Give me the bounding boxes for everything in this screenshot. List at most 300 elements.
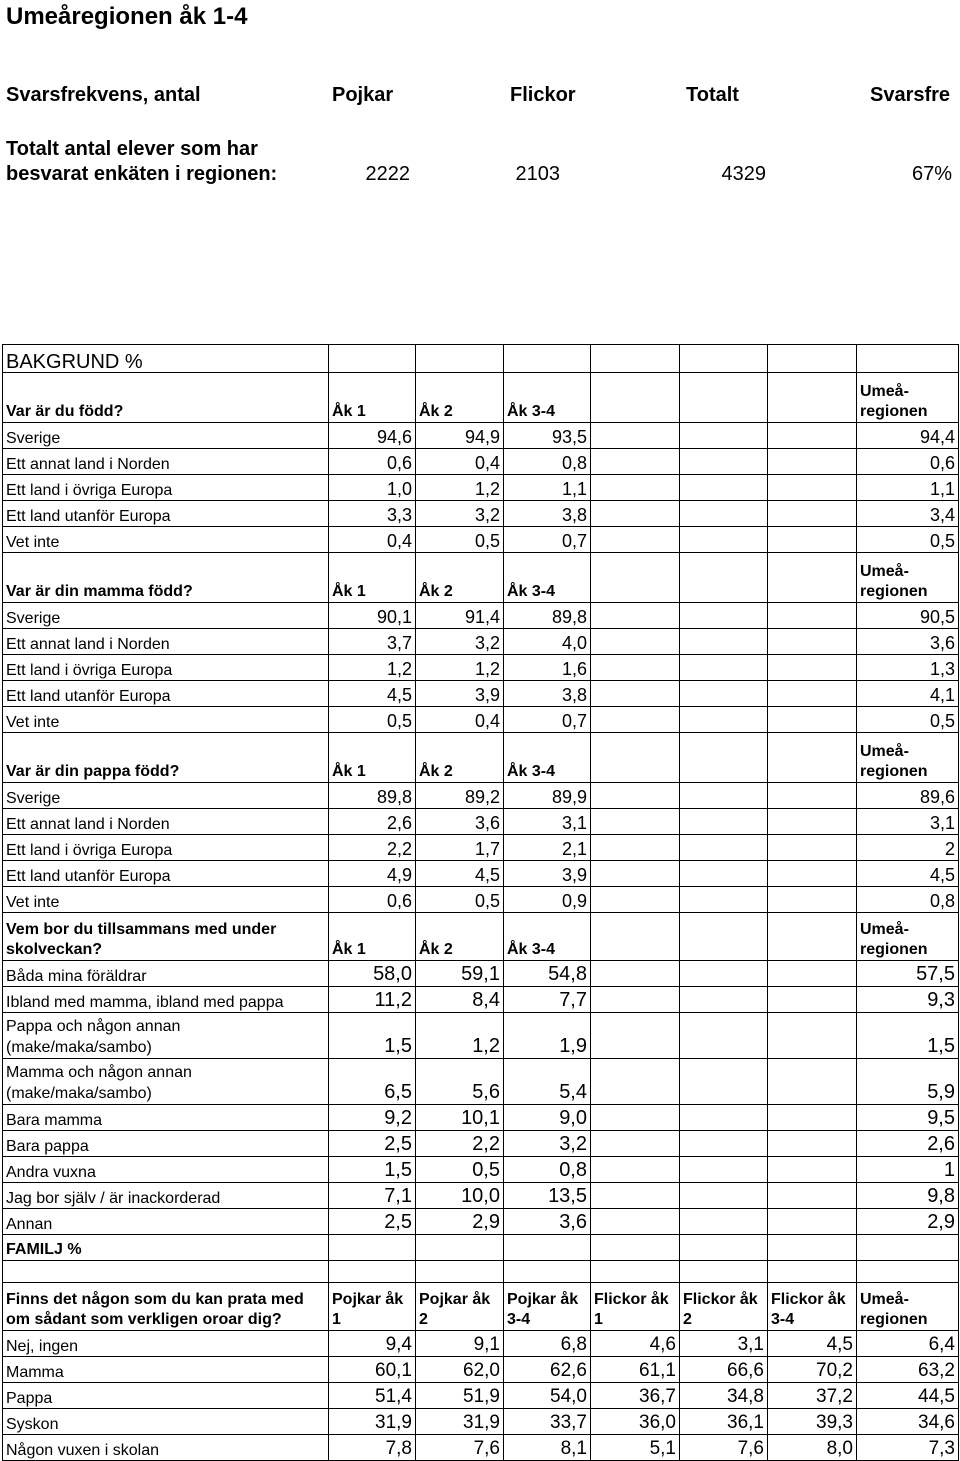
response-header-total: Totalt — [686, 84, 739, 106]
question-line2: skolveckan? — [6, 941, 103, 958]
empty-cell — [504, 345, 591, 373]
empty-cell — [768, 1235, 857, 1261]
familj-row-label: Pappa — [3, 1383, 329, 1409]
value-cell: 1,1 — [504, 475, 591, 501]
row-label: Vet inte — [3, 527, 329, 553]
value-cell: 0,4 — [416, 707, 504, 733]
region-line1: Umeå- — [860, 383, 909, 400]
empty-cell — [768, 1131, 857, 1157]
familj-value-cell: 36,1 — [680, 1409, 768, 1435]
table-row — [3, 913, 959, 961]
table-row — [3, 1409, 959, 1435]
col-header-ak1: Åk 1 — [329, 733, 416, 783]
empty-cell — [768, 345, 857, 373]
row-label: Vet inte — [3, 887, 329, 913]
familj-value-cell: 7,8 — [329, 1435, 416, 1461]
value-cell: 3,8 — [504, 681, 591, 707]
col-header-ak1: Åk 1 — [329, 553, 416, 603]
familj-value-cell: 31,9 — [416, 1409, 504, 1435]
col-header-ak34: Åk 3-4 — [504, 373, 591, 423]
familj-value-cell: 7,6 — [680, 1435, 768, 1461]
familj-value-cell: 39,3 — [768, 1409, 857, 1435]
section-heading-bakgrund: BAKGRUND % — [3, 345, 329, 373]
empty-cell — [3, 1261, 329, 1283]
familj-col-header — [768, 1283, 857, 1331]
value-cell: 59,1 — [416, 961, 504, 987]
value-cell-region: 94,4 — [857, 423, 959, 449]
familj-value-cell: 8,1 — [504, 1435, 591, 1461]
familj-value-cell: 62,6 — [504, 1357, 591, 1383]
empty-cell — [591, 733, 680, 783]
empty-cell — [680, 733, 768, 783]
value-cell-region: 5,9 — [857, 1059, 959, 1105]
table-row — [3, 1131, 959, 1157]
value-cell-region: 2 — [857, 835, 959, 861]
value-cell-region: 2,6 — [857, 1131, 959, 1157]
familj-col-header-line2: 2 — [683, 1311, 692, 1328]
value-cell: 1,0 — [329, 475, 416, 501]
table-row — [3, 1059, 959, 1105]
familj-value-cell: 37,2 — [768, 1383, 857, 1409]
familj-value-cell: 9,1 — [416, 1331, 504, 1357]
empty-cell — [768, 655, 857, 681]
familj-value-cell: 44,5 — [857, 1383, 959, 1409]
value-cell: 3,2 — [416, 501, 504, 527]
value-cell: 3,9 — [504, 861, 591, 887]
total-boys: 2222 — [365, 163, 410, 185]
familj-value-cell: 6,4 — [857, 1331, 959, 1357]
table-row — [3, 835, 959, 861]
region-line2: regionen — [860, 583, 928, 600]
row-label: Sverige — [3, 423, 329, 449]
empty-cell — [591, 1261, 680, 1283]
col-header-ak34: Åk 3-4 — [504, 913, 591, 961]
empty-cell — [768, 1013, 857, 1059]
value-cell-region: 4,1 — [857, 681, 959, 707]
value-cell: 3,1 — [504, 809, 591, 835]
empty-cell — [680, 809, 768, 835]
empty-cell — [680, 887, 768, 913]
empty-cell — [591, 1105, 680, 1131]
value-cell: 4,5 — [416, 861, 504, 887]
table-row — [3, 1235, 959, 1261]
value-cell: 89,2 — [416, 783, 504, 809]
value-cell-region: 1,5 — [857, 1013, 959, 1059]
empty-cell — [768, 809, 857, 835]
familj-col-header-line2: 3-4 — [771, 1311, 795, 1328]
empty-cell — [591, 707, 680, 733]
table-row — [3, 783, 959, 809]
empty-cell — [768, 1183, 857, 1209]
value-cell: 1,2 — [416, 475, 504, 501]
empty-cell — [857, 1261, 959, 1283]
familj-value-cell: 51,4 — [329, 1383, 416, 1409]
empty-cell — [591, 603, 680, 629]
empty-cell — [680, 1235, 768, 1261]
familj-col-header-line2: 3-4 — [507, 1311, 531, 1328]
row-label: Sverige — [3, 603, 329, 629]
table-row — [3, 1357, 959, 1383]
empty-cell — [591, 1209, 680, 1235]
table-row — [3, 961, 959, 987]
empty-cell — [768, 501, 857, 527]
table-row — [3, 887, 959, 913]
value-cell-region: 9,8 — [857, 1183, 959, 1209]
value-cell: 1,9 — [504, 1013, 591, 1059]
empty-cell — [680, 423, 768, 449]
empty-cell — [857, 1235, 959, 1261]
empty-cell — [768, 527, 857, 553]
familj-col-header — [857, 1283, 959, 1331]
empty-cell — [591, 1157, 680, 1183]
familj-value-cell: 4,5 — [768, 1331, 857, 1357]
total-all: 4329 — [721, 163, 766, 185]
region-line2: regionen — [860, 941, 928, 958]
empty-cell — [591, 913, 680, 961]
row-label-line2: (make/maka/sambo) — [6, 1085, 152, 1102]
value-cell: 9,0 — [504, 1105, 591, 1131]
response-header-girls: Flickor — [510, 84, 576, 106]
row-label: Ett annat land i Norden — [3, 629, 329, 655]
table-row — [3, 707, 959, 733]
value-cell: 2,2 — [329, 835, 416, 861]
value-cell-region: 1,3 — [857, 655, 959, 681]
familj-value-cell: 63,2 — [857, 1357, 959, 1383]
empty-cell — [591, 861, 680, 887]
empty-cell — [857, 345, 959, 373]
question-line1: Vem bor du tillsammans med under — [6, 921, 277, 938]
value-cell-region: 57,5 — [857, 961, 959, 987]
value-cell: 2,5 — [329, 1131, 416, 1157]
question-cell: Var är din pappa född? — [3, 733, 329, 783]
familj-value-cell: 8,0 — [768, 1435, 857, 1461]
familj-col-header-line1: Flickor åk — [683, 1291, 758, 1308]
row-label-line2: (make/maka/sambo) — [6, 1039, 152, 1056]
value-cell: 1,2 — [416, 1013, 504, 1059]
col-header-ak1: Åk 1 — [329, 913, 416, 961]
value-cell: 6,5 — [329, 1059, 416, 1105]
value-cell: 89,8 — [329, 783, 416, 809]
value-cell: 1,5 — [329, 1157, 416, 1183]
familj-value-cell: 70,2 — [768, 1357, 857, 1383]
value-cell: 0,4 — [416, 449, 504, 475]
value-cell: 0,5 — [416, 887, 504, 913]
question-cell: Var är du född? — [3, 373, 329, 423]
empty-cell — [591, 987, 680, 1013]
table-row — [3, 373, 959, 423]
empty-cell — [591, 1059, 680, 1105]
row-label: Sverige — [3, 783, 329, 809]
value-cell: 2,6 — [329, 809, 416, 835]
table-row — [3, 681, 959, 707]
table-row — [3, 527, 959, 553]
value-cell: 3,2 — [416, 629, 504, 655]
familj-col-header-line2: 1 — [594, 1311, 603, 1328]
total-label — [6, 137, 277, 187]
value-cell-region: 3,6 — [857, 629, 959, 655]
empty-cell — [504, 1261, 591, 1283]
value-cell: 2,2 — [416, 1131, 504, 1157]
value-cell: 0,8 — [504, 1157, 591, 1183]
table-row — [3, 475, 959, 501]
familj-value-cell: 36,7 — [591, 1383, 680, 1409]
empty-cell — [504, 1235, 591, 1261]
empty-cell — [768, 1105, 857, 1131]
empty-cell — [768, 475, 857, 501]
value-cell: 2,1 — [504, 835, 591, 861]
empty-cell — [591, 783, 680, 809]
empty-cell — [591, 835, 680, 861]
table-row — [3, 501, 959, 527]
familj-value-cell: 5,1 — [591, 1435, 680, 1461]
familj-value-cell: 4,6 — [591, 1331, 680, 1357]
row-label-line1: Pappa och någon annan — [6, 1018, 181, 1035]
row-label: Jag bor själv / är inackorderad — [3, 1183, 329, 1209]
familj-value-cell: 54,0 — [504, 1383, 591, 1409]
empty-cell — [680, 603, 768, 629]
empty-cell — [768, 733, 857, 783]
row-label — [3, 1059, 329, 1105]
empty-cell — [680, 527, 768, 553]
empty-cell — [680, 987, 768, 1013]
value-cell: 3,2 — [504, 1131, 591, 1157]
value-cell: 3,7 — [329, 629, 416, 655]
total-label-line2: besvarat enkäten i regionen: — [6, 163, 278, 185]
value-cell-region: 0,6 — [857, 449, 959, 475]
empty-cell — [768, 913, 857, 961]
value-cell: 58,0 — [329, 961, 416, 987]
row-label: Ett land utanför Europa — [3, 681, 329, 707]
question-cell: Var är din mamma född? — [3, 553, 329, 603]
value-cell: 11,2 — [329, 987, 416, 1013]
familj-value-cell: 33,7 — [504, 1409, 591, 1435]
region-line2: regionen — [860, 763, 928, 780]
empty-cell — [680, 655, 768, 681]
empty-cell — [680, 475, 768, 501]
empty-cell — [768, 1209, 857, 1235]
familj-value-cell: 60,1 — [329, 1357, 416, 1383]
empty-cell — [680, 629, 768, 655]
value-cell: 4,5 — [329, 681, 416, 707]
value-cell-region: 0,5 — [857, 707, 959, 733]
value-cell-region: 2,9 — [857, 1209, 959, 1235]
question-cell — [3, 913, 329, 961]
empty-cell — [680, 913, 768, 961]
table-row — [3, 345, 959, 373]
value-cell: 3,3 — [329, 501, 416, 527]
row-label: Ibland med mamma, ibland med pappa — [3, 987, 329, 1013]
empty-cell — [591, 501, 680, 527]
familj-col-header — [416, 1283, 504, 1331]
familj-row-label: Mamma — [3, 1357, 329, 1383]
empty-cell — [680, 707, 768, 733]
table-row — [3, 553, 959, 603]
value-cell: 10,0 — [416, 1183, 504, 1209]
empty-cell — [768, 373, 857, 423]
section-heading-familj: FAMILJ % — [3, 1235, 329, 1261]
value-cell: 0,6 — [329, 449, 416, 475]
row-label: Annan — [3, 1209, 329, 1235]
row-label: Ett land utanför Europa — [3, 861, 329, 887]
familj-value-cell: 9,4 — [329, 1331, 416, 1357]
empty-cell — [680, 1013, 768, 1059]
empty-cell — [591, 475, 680, 501]
table-row — [3, 733, 959, 783]
col-header-region — [857, 733, 959, 783]
empty-cell — [768, 603, 857, 629]
page-title: Umeåregionen åk 1-4 — [6, 3, 248, 30]
value-cell: 3,6 — [504, 1209, 591, 1235]
table-row — [3, 1261, 959, 1283]
table-row — [3, 449, 959, 475]
empty-cell — [591, 527, 680, 553]
value-cell: 1,7 — [416, 835, 504, 861]
value-cell: 8,4 — [416, 987, 504, 1013]
table-row — [3, 603, 959, 629]
table-row — [3, 861, 959, 887]
empty-cell — [680, 1105, 768, 1131]
familj-col-header — [329, 1283, 416, 1331]
value-cell-region: 90,5 — [857, 603, 959, 629]
empty-cell — [416, 1235, 504, 1261]
table-row — [3, 987, 959, 1013]
empty-cell — [680, 1059, 768, 1105]
value-cell: 0,5 — [329, 707, 416, 733]
familj-value-cell: 31,9 — [329, 1409, 416, 1435]
row-label: Vet inte — [3, 707, 329, 733]
empty-cell — [768, 629, 857, 655]
value-cell: 4,0 — [504, 629, 591, 655]
empty-cell — [591, 887, 680, 913]
empty-cell — [591, 373, 680, 423]
value-cell: 1,6 — [504, 655, 591, 681]
empty-cell — [768, 987, 857, 1013]
table-row — [3, 1435, 959, 1461]
familj-row-label: Syskon — [3, 1409, 329, 1435]
value-cell: 94,9 — [416, 423, 504, 449]
familj-question — [3, 1283, 329, 1331]
value-cell: 5,4 — [504, 1059, 591, 1105]
row-label: Andra vuxna — [3, 1157, 329, 1183]
empty-cell — [680, 1261, 768, 1283]
familj-col-header — [680, 1283, 768, 1331]
value-cell: 7,7 — [504, 987, 591, 1013]
empty-cell — [591, 1131, 680, 1157]
empty-cell — [768, 1261, 857, 1283]
value-cell: 91,4 — [416, 603, 504, 629]
table-row — [3, 1283, 959, 1331]
col-header-region — [857, 373, 959, 423]
empty-cell — [416, 345, 504, 373]
value-cell: 0,5 — [416, 1157, 504, 1183]
empty-cell — [591, 629, 680, 655]
value-cell: 7,1 — [329, 1183, 416, 1209]
familj-col-header-line2: 2 — [419, 1311, 428, 1328]
empty-cell — [591, 1013, 680, 1059]
survey-table — [2, 344, 959, 1461]
empty-cell — [768, 1059, 857, 1105]
col-header-ak2: Åk 2 — [416, 373, 504, 423]
empty-cell — [591, 1183, 680, 1209]
table-row — [3, 629, 959, 655]
value-cell: 0,9 — [504, 887, 591, 913]
response-header-boys: Pojkar — [332, 84, 394, 106]
row-label: Bara pappa — [3, 1131, 329, 1157]
row-label — [3, 1013, 329, 1059]
value-cell: 0,7 — [504, 707, 591, 733]
familj-question-line2: om sådant som verkligen oroar dig? — [6, 1311, 282, 1328]
total-label-line1: Totalt antal elever som har — [6, 138, 258, 160]
value-cell: 4,9 — [329, 861, 416, 887]
value-cell: 5,6 — [416, 1059, 504, 1105]
familj-value-cell: 34,6 — [857, 1409, 959, 1435]
empty-cell — [768, 835, 857, 861]
table-row — [3, 1013, 959, 1059]
col-header-region — [857, 913, 959, 961]
empty-cell — [591, 681, 680, 707]
empty-cell — [416, 1261, 504, 1283]
empty-cell — [591, 1235, 680, 1261]
response-header-rate: Svarsfre — [870, 84, 951, 106]
empty-cell — [768, 707, 857, 733]
empty-cell — [768, 553, 857, 603]
empty-cell — [768, 681, 857, 707]
value-cell: 3,8 — [504, 501, 591, 527]
value-cell: 90,1 — [329, 603, 416, 629]
empty-cell — [680, 681, 768, 707]
empty-cell — [680, 1183, 768, 1209]
familj-col-header-line1: Umeå- — [860, 1291, 909, 1308]
region-line1: Umeå- — [860, 921, 909, 938]
value-cell: 2,5 — [329, 1209, 416, 1235]
familj-row-label: Någon vuxen i skolan — [3, 1435, 329, 1461]
familj-col-header-line1: Pojkar åk — [507, 1291, 579, 1308]
table-row — [3, 1157, 959, 1183]
table-row — [3, 655, 959, 681]
col-header-ak1: Åk 1 — [329, 373, 416, 423]
value-cell-region: 0,8 — [857, 887, 959, 913]
empty-cell — [768, 783, 857, 809]
response-header-label: Svarsfrekvens, antal — [6, 84, 201, 106]
value-cell-region: 1,1 — [857, 475, 959, 501]
empty-cell — [591, 553, 680, 603]
empty-cell — [680, 345, 768, 373]
table-row — [3, 809, 959, 835]
table-row — [3, 423, 959, 449]
empty-cell — [591, 961, 680, 987]
empty-cell — [329, 1261, 416, 1283]
row-label: Båda mina föräldrar — [3, 961, 329, 987]
familj-col-header-line1: Flickor åk — [594, 1291, 669, 1308]
familj-question-line1: Finns det någon som du kan prata med — [6, 1291, 304, 1308]
familj-value-cell: 62,0 — [416, 1357, 504, 1383]
row-label: Ett land i övriga Europa — [3, 835, 329, 861]
empty-cell — [591, 809, 680, 835]
empty-cell — [680, 783, 768, 809]
familj-value-cell: 66,6 — [680, 1357, 768, 1383]
col-header-ak2: Åk 2 — [416, 733, 504, 783]
familj-value-cell: 7,3 — [857, 1435, 959, 1461]
empty-cell — [680, 501, 768, 527]
value-cell: 0,7 — [504, 527, 591, 553]
value-cell-region: 89,6 — [857, 783, 959, 809]
table-row — [3, 1209, 959, 1235]
value-cell-region: 9,3 — [857, 987, 959, 1013]
value-cell-region: 0,5 — [857, 527, 959, 553]
row-label: Ett land utanför Europa — [3, 501, 329, 527]
row-label: Ett annat land i Norden — [3, 449, 329, 475]
empty-cell — [591, 423, 680, 449]
